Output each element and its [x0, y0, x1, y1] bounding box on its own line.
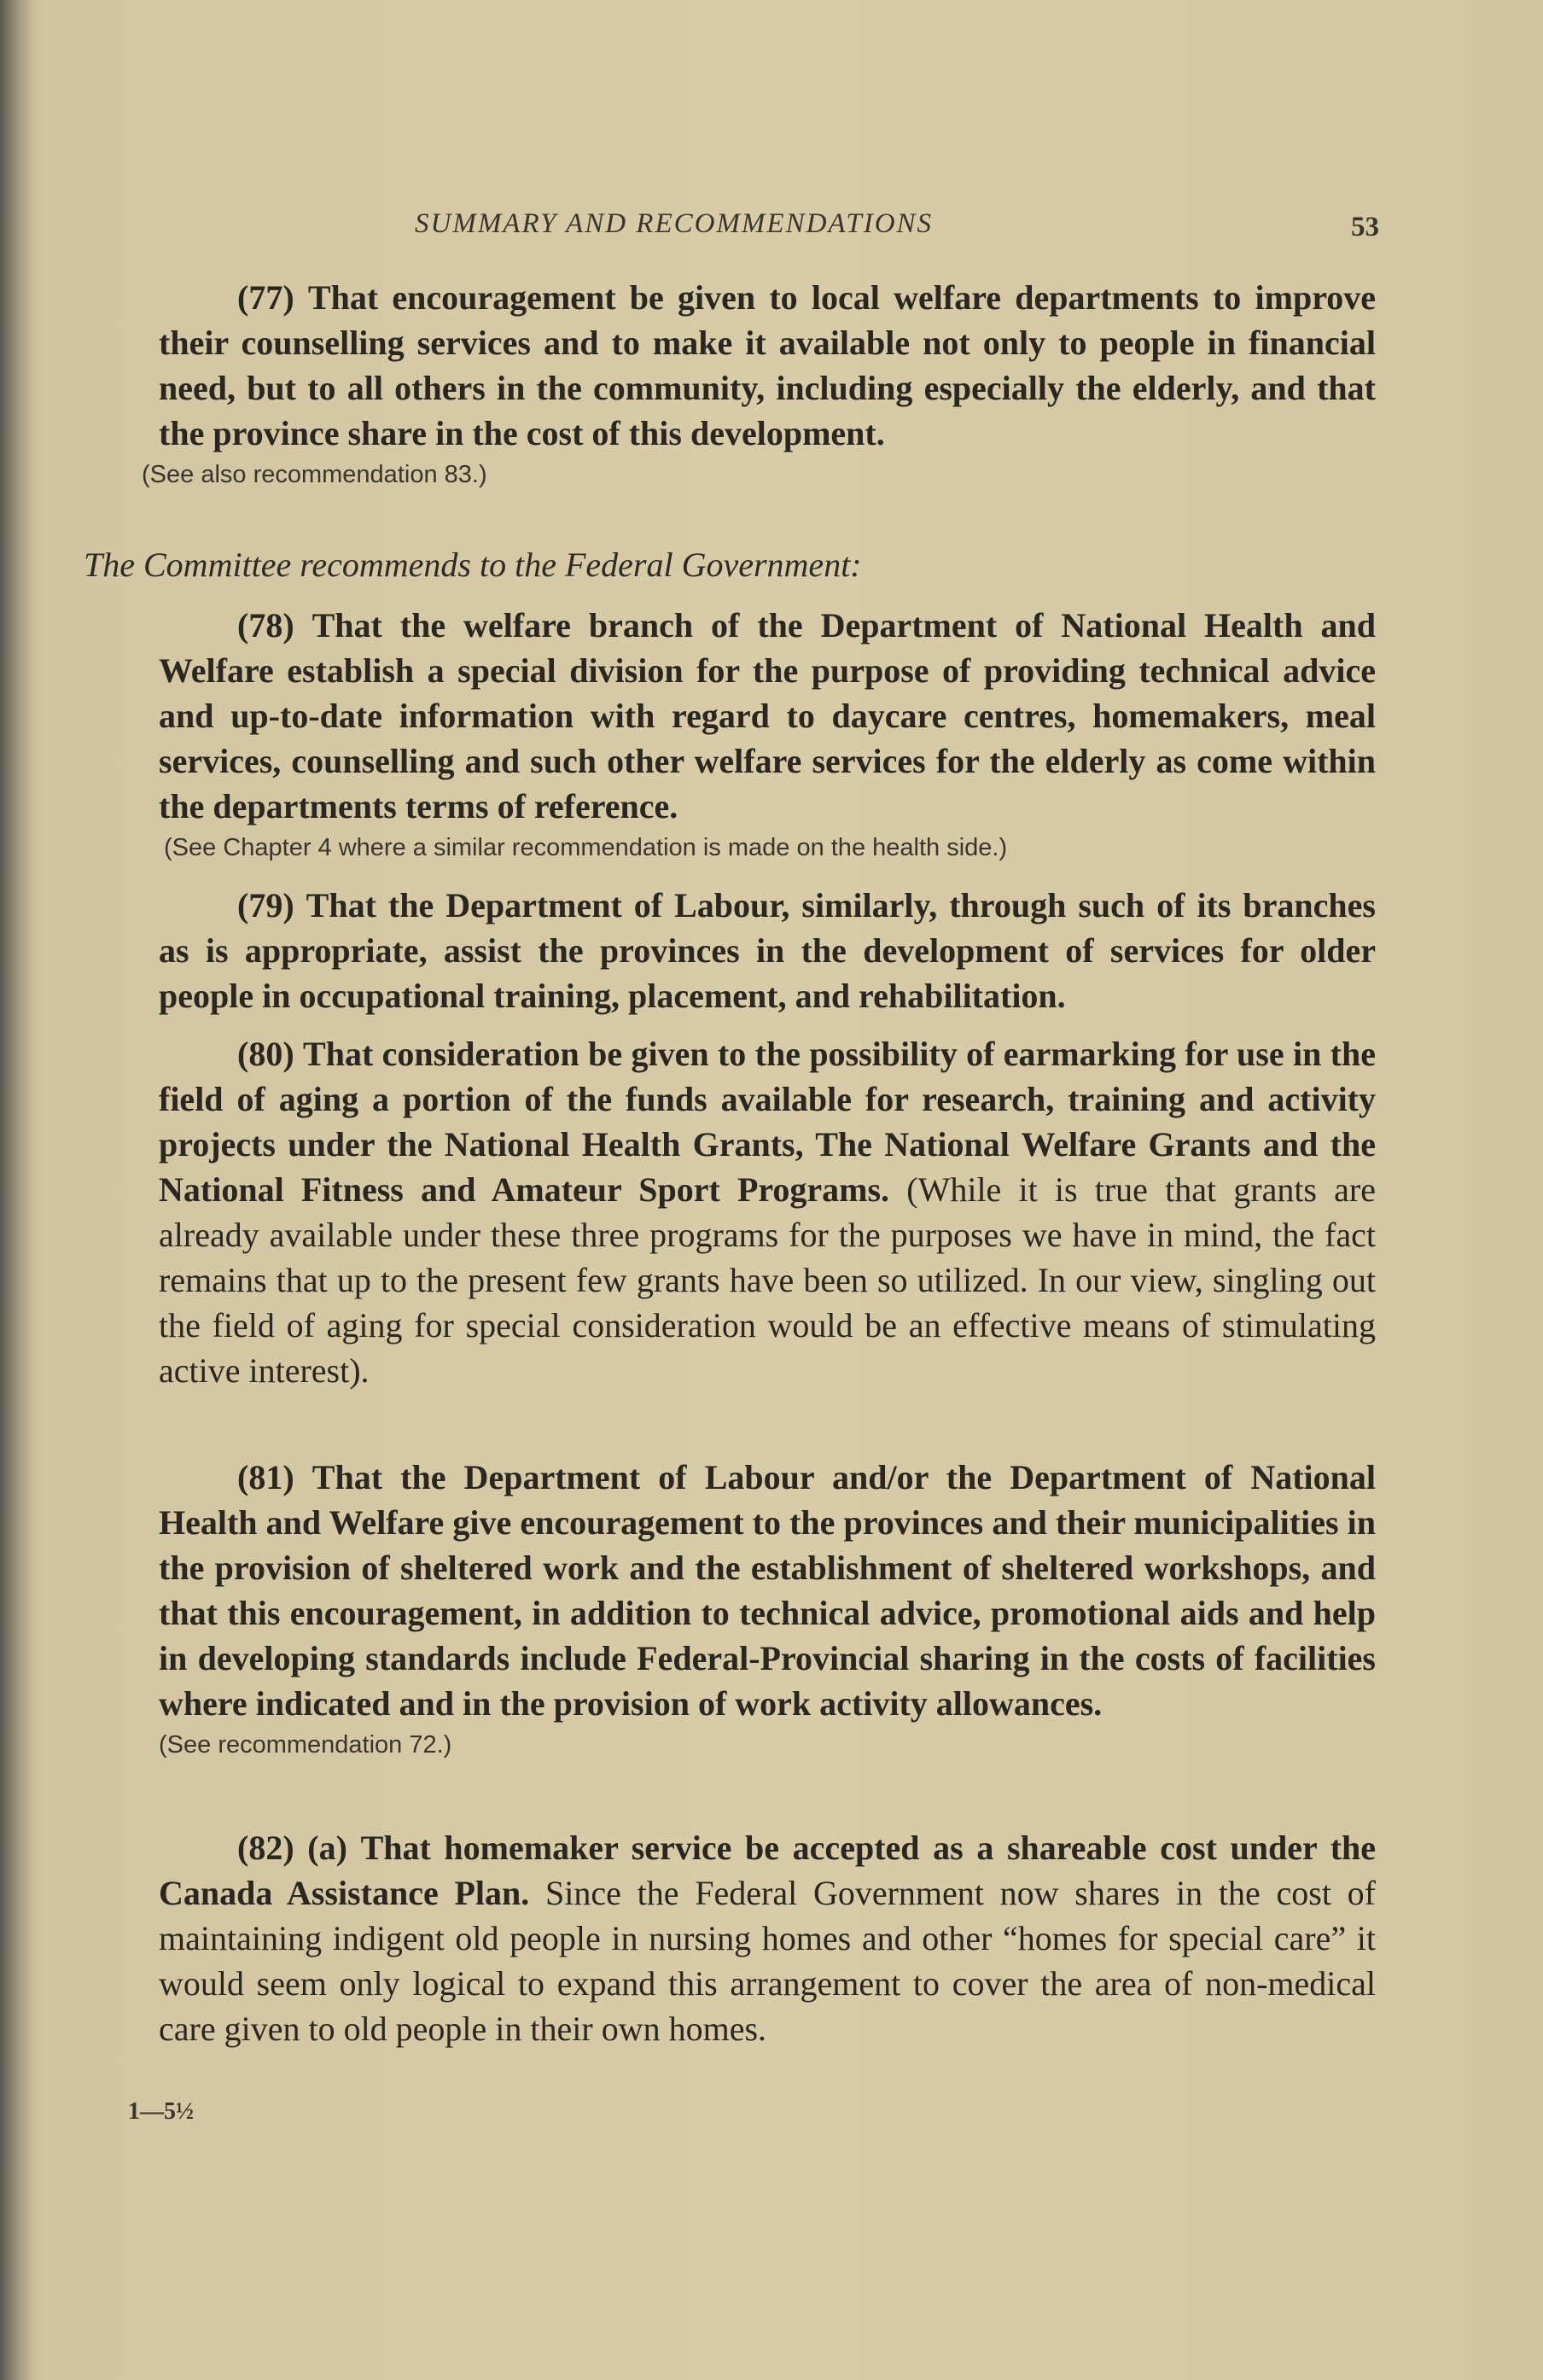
recommendation-bold-text: That the welfare branch of the Department of National Health and Welfare establish a special division for the purpose of providing technical advice and up-to-date information with regard to daycare centres, homemakers, meal services, counselling and such other welfare services for the elderly as come within the departments terms of reference. — [159, 606, 1377, 825]
recommendation-number: (79) — [237, 886, 294, 925]
recommendation-77 — [142, 275, 1377, 492]
recommendation-text — [159, 883, 1376, 1018]
cross-reference: (See Chapter 4 where a similar recommendation is made on the health side.) — [164, 834, 1008, 861]
recommendation-number: (81) — [237, 1458, 294, 1496]
recommendation-78 — [159, 603, 1376, 865]
recommendation-explanation: (While it is true that grants are already available under these three programs for the purposes we have in mind, the fact remains that up to the present few grants have been so utilized. In our view, singling out the field of aging for special consideration would be an effective means of stimulating active interest). — [159, 1170, 1376, 1390]
recommendation-bold-text: That the Department of Labour, similarly, through such of its branches as is appropriate, assist the provinces in the development of services for older people in occupational training, placement, and rehabilitation. — [159, 886, 1377, 1015]
recommendation-number: (80) — [237, 1035, 294, 1073]
recommendation-text — [159, 1825, 1376, 2051]
signature-mark: 1—5½ — [128, 2098, 194, 2125]
recommendation-bold-text: That homemaker service be accepted as a shareable cost under the Canada Assistance Plan. — [159, 1829, 1377, 1912]
recommendation-text — [159, 1455, 1376, 1726]
running-head: SUMMARY AND RECOMMENDATIONS — [415, 208, 934, 239]
recommendation-text — [159, 275, 1376, 456]
cross-reference: (See recommendation 72.) — [159, 1731, 452, 1759]
cross-reference: (See also recommendation 83.) — [142, 461, 487, 488]
recommendation-82 — [159, 1825, 1376, 2051]
recommendation-explanation: Since the Federal Government now shares in the cost of maintaining indigent old people in nursing homes and other “homes for special care” it would seem only logical to expand this arrangement to cover the area of non-medical care given to old people in their own homes. — [159, 1874, 1376, 2048]
spine-shadow — [0, 0, 34, 2380]
recommendation-81 — [159, 1455, 1376, 1762]
page-header — [415, 208, 1379, 249]
recommendation-79 — [159, 883, 1376, 1018]
page-number: 53 — [1351, 212, 1379, 242]
recommendation-number: (78) — [237, 606, 294, 645]
recommendation-text — [159, 603, 1376, 829]
recommendation-number: (77) — [237, 278, 294, 317]
federal-intro: The Committee recommends to the Federal Government: — [84, 545, 862, 584]
recommendation-80 — [159, 1031, 1376, 1393]
recommendation-bold-text: That the Department of Labour and/or the Department of National Health and Welfare give encouragement to the provinces and their municipalities in the provision of sheltered work and the establishment of sheltered workshops, and that this encouragement, in addition to technical advice, promotional aids and help in developing standards include Federal-Provincial sharing in the costs of facilities where indicated and in the provision of work activity allowances. — [159, 1458, 1377, 1723]
recommendation-bold-text: That consideration be given to the possibility of earmarking for use in the field of aging a portion of the funds available for research, training and activity projects under the National Health Grants, The National Welfare Grants and the National Fitness and Amateur Sport Programs. — [159, 1035, 1377, 1209]
recommendation-text — [159, 1031, 1376, 1393]
recommendation-bold-text: That encouragement be given to local welfare departments to improve their counselling services and to make it available not only to people in financial need, but to all others in the community, including especially the elderly, and that the province share in the cost of this development. — [159, 278, 1377, 452]
recommendation-number: (82) (a) — [237, 1829, 347, 1867]
